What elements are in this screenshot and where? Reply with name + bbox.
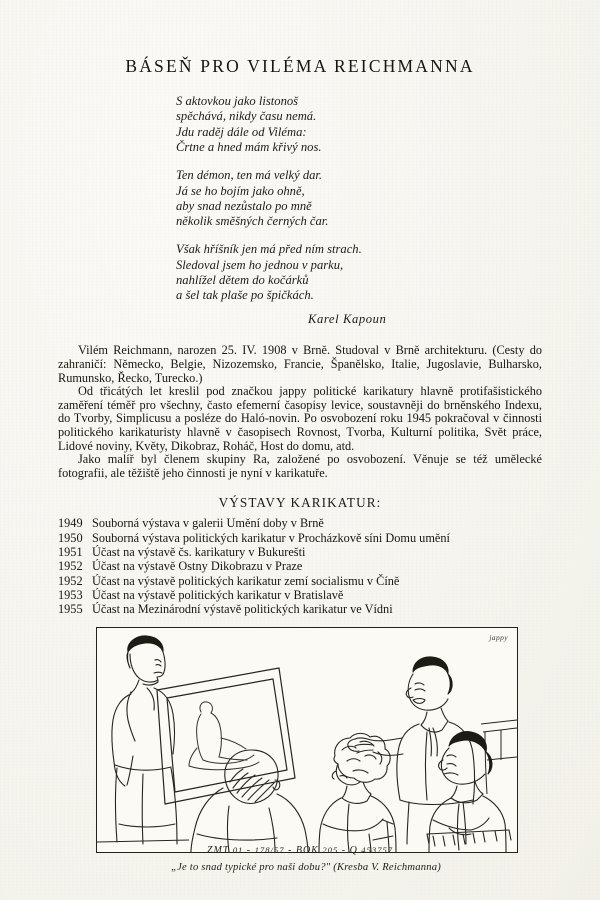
footer-code-b: 01 [232, 845, 244, 855]
poem [58, 94, 542, 304]
right-seated-hair [449, 732, 486, 752]
exhibition-text: Účast na výstavě politických karikatur v Bratislavě [92, 587, 344, 602]
exhibition-year: 1950 [58, 530, 83, 545]
exhibitions-heading: VÝSTAVY KARIKATUR: [218, 495, 382, 511]
painting-inner-frame [167, 679, 287, 792]
exhibition-row [58, 602, 542, 616]
poem-stanza [176, 94, 542, 156]
poem-line: a šel tak plaše po špičkách. [176, 288, 314, 303]
poem-stanza [176, 168, 542, 230]
illustration-caption: „Je to snad typické pro naši dobu?" (Kresba V. Reichmanna) [171, 862, 441, 874]
poem-author: Karel Kapoun [308, 312, 387, 327]
exhibition-year: 1952 [58, 559, 83, 574]
poem-line: nahlížel dětem do kočárků [176, 273, 309, 288]
biography-paragraph: Jako malíř byl členem skupiny Ra, založené po osvobození. Věnuje se též umělecké fotografii, ale těžiště jeho činnosti je nyní v karikatuře. [58, 452, 542, 480]
exhibitions-list [58, 516, 542, 616]
footer-code-g: - Q [341, 845, 358, 856]
poem-line: spěchává, nikdy času nemá. [176, 109, 317, 124]
exhibition-text: Souborná výstava politických karikatur v Procházkově síni Domu umění [92, 530, 450, 545]
footer-code-a: ZMT [206, 845, 230, 856]
exhibition-row [58, 588, 542, 602]
exhibition-year: 1955 [58, 602, 83, 617]
poem-line: Ten démon, ten má velký dar. [176, 168, 323, 183]
footer-code-h: 453757 [361, 845, 394, 855]
exhibition-year: 1952 [58, 573, 83, 588]
poem-line: aby snad nezůstalo po mně [176, 198, 312, 213]
poem-line: Sledoval jsem ho jednou v parku, [176, 257, 344, 272]
exhibition-year: 1951 [58, 544, 83, 559]
footer-code [0, 845, 600, 856]
footer-code-e: - BOK [288, 845, 319, 856]
exhibition-text: Účast na výstavě Ostny Dikobrazu v Praze [92, 559, 303, 574]
poem-stanza [176, 242, 542, 304]
biography [58, 344, 542, 480]
left-man-hair [128, 636, 163, 652]
poem-line: Črtne a hned mám křivý nos. [176, 140, 322, 155]
poem-line: několik směšných černých čar. [176, 214, 329, 229]
exhibition-row [58, 516, 542, 530]
exhibition-text: Účast na Mezinárodní výstavě politických karikatur ve Vídni [92, 602, 393, 617]
poem-line: S aktovkou jako listonoš [176, 94, 299, 108]
poem-line: Já se ho bojím jako ohně, [176, 183, 305, 198]
exhibition-row [58, 559, 542, 573]
illustration-figure [96, 627, 516, 873]
poem-line: Jdu raděj dále od Viléma: [176, 124, 307, 139]
speaker-hair [413, 657, 448, 674]
footer-code-d: 178/57 [254, 845, 285, 855]
exhibition-year: 1953 [58, 587, 83, 602]
cartoon-frame [96, 627, 518, 853]
artist-signature: jappy [489, 633, 508, 643]
painting-nude-figure [189, 702, 259, 770]
exhibition-year: 1949 [58, 516, 83, 531]
page-title: BÁSEŇ PRO VILÉMA REICHMANNA [125, 56, 475, 76]
footer-code-c: - [246, 845, 255, 856]
biography-paragraph: Od třicátých let kreslil pod značkou jappy politické karikatury hlavně protifašistického zaměření téměř pro všechny, často efemerní časopisy levice, soustavněji do brněnského Indexu, do Tvorby, Simplicusu a posléze do Haló-novin. Po osvobození roku 1945 pokračoval v činnosti politického karikaturisty hlavně v časopisech Rovnost, Tvorba, Kulturní politika, Svět práce, Lidové noviny, Květy, Dikobraz, Roháč, Host do domu, atd. [58, 384, 542, 453]
exhibition-text: Souborná výstava v galerii Umění doby v Brně [92, 516, 324, 531]
cartoon-drawing [97, 628, 517, 852]
exhibition-text: Účast na výstavě politických karikatur zemí socialismu v Číně [92, 573, 400, 588]
poem-line: Však hříšník jen má před ním strach. [176, 242, 362, 257]
footer-code-f: 205 [322, 845, 339, 855]
exhibition-text: Účast na výstavě čs. karikatury v Bukurešti [92, 544, 306, 559]
exhibition-row [58, 545, 542, 559]
exhibition-row [58, 531, 542, 545]
page-content [58, 0, 542, 873]
biography-paragraph: Vilém Reichmann, narozen 25. IV. 1908 v Brně. Studoval v Brně architekturu. (Cesty do zahraničí: Německo, Belgie, Nizozemsko, Francie, Španělsko, Italie, Jugoslavie, Bulharsko, Rumunsko, Řecko, Turecko.) [58, 343, 542, 385]
exhibition-row [58, 574, 542, 588]
